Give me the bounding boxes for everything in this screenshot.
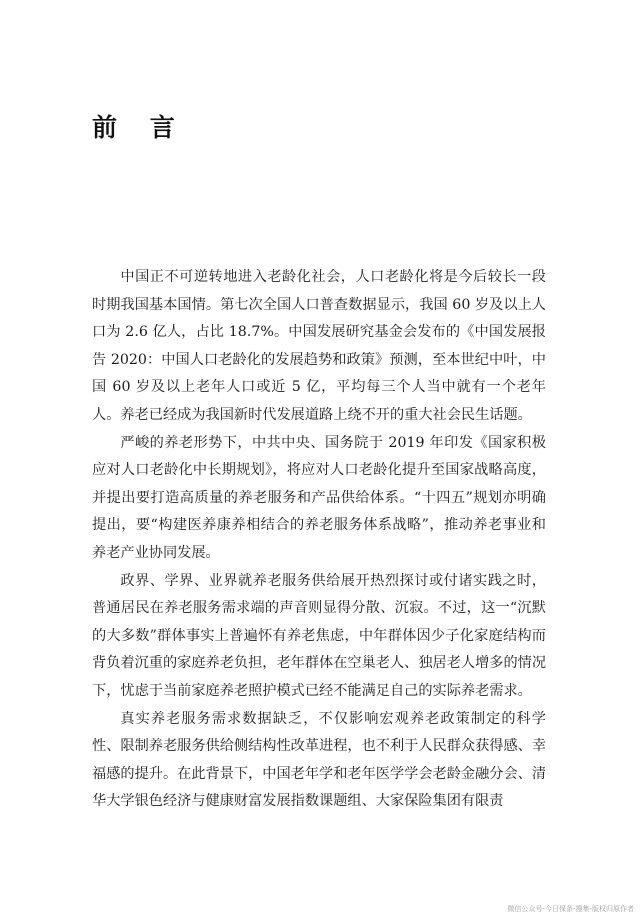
- paragraph-4: 真实养老服务需求数据缺乏，不仅影响宏观养老政策制定的科学性、限制养老服务供给侧结构性改革进程，也不利于人民群众获得感、幸福感的提升。在此背景下，中国老年学和老年医学学会老龄金融分会、清华大学银色经济与健康财富发展指数课题组、大家保险集团有限责: [92, 710, 547, 810]
- body-text: [92, 264, 546, 816]
- paragraph-2: 严峻的养老形势下，中共中央、国务院于 2019 年印发《国家积极应对人口老龄化中长期规划》，将应对人口老龄化提升至国家战略高度，并提出要打造高质量的养老服务和产品供给体系。“十四五”规划亦明确提出，要“构建医养康养相结合的养老服务体系战略”，推动养老事业和养老产业协同发展。: [92, 434, 546, 561]
- paragraph-3: 政界、学界、业界就养老服务供给展开热烈探讨或付诸实践之时，普通居民在养老服务需求端的声音则显得分散、沉寂。不过，这一“沉默的大多数”群体事实上普遍怀有养老焦虑，中年群体因少子化家庭结构而背负着沉重的家庭养老负担，老年群体在空巢老人、独居老人增多的情况下，忧虑于当前家庭养老照护模式已经不能满足自己的实际养老需求。: [92, 572, 547, 699]
- paragraph-1: 中国正不可逆转地进入老龄化社会，人口老龄化将是今后较长一段时期我国基本国情。第七次全国人口普查数据显示，我国 60 岁及以上人口为 2.6 亿人，占比 18.7%。中国发展研究基金会发布的《中国发展报告 2020：中国人口老龄化的发展趋势和政策》预测，至本世纪中叶，中国 60 岁及以上老年人口或近 5 亿，平均每三个人当中就有一个老年人。养老已经成为我国新时代发展道路上绕不开的重大社会民生话题。: [92, 269, 546, 423]
- page-title: 前 言: [92, 113, 187, 142]
- watermark-text: 微信公众号-今日保条-搜集-版权归原作者: [507, 905, 634, 913]
